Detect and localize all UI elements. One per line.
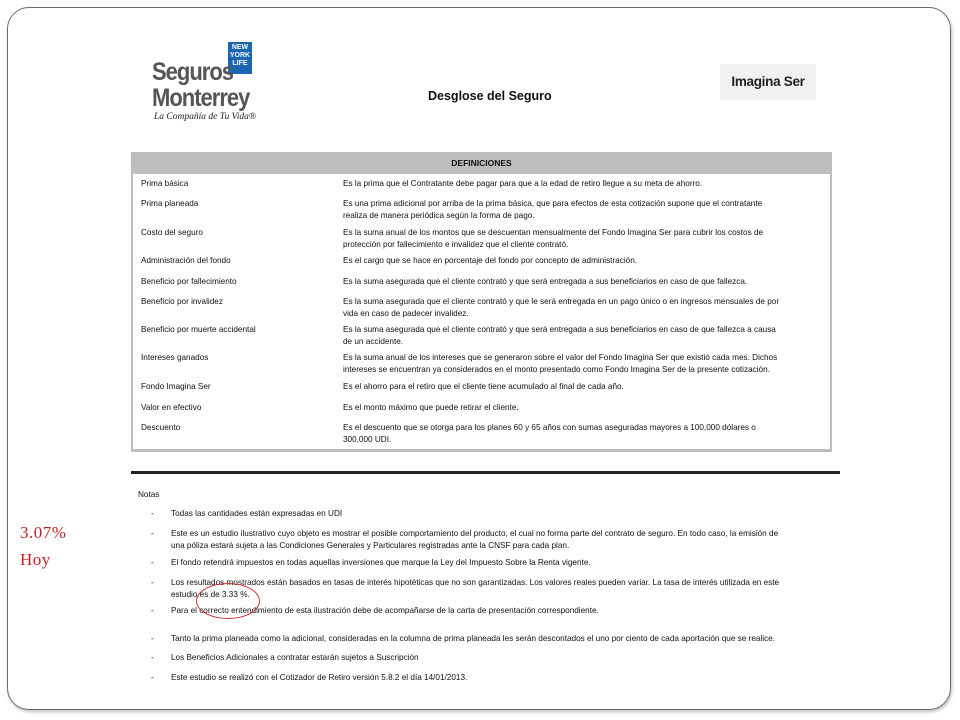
definition-term: Administración del fondo <box>141 256 231 265</box>
section-divider <box>131 471 840 474</box>
badge-line: YORK <box>229 52 251 59</box>
definition-description: Es la suma anual de los montos que se descuentan mensualmente del Fondo Imagina Ser para cubrir los costos de protección por fallecimiento e invalidez que el cliente contrató. <box>343 228 764 249</box>
note-text: Los Beneficios Adicionales a contratar estarán sujetos a Suscripción <box>171 653 419 662</box>
note-bullet: - <box>151 634 154 643</box>
definition-description: Es la suma asegurada que el cliente contrató y que será entregada a sus beneficiarios en caso de que fallezca a causa de un accidente. <box>343 325 776 346</box>
definition-description: Es el cargo que se hace en porcentaje del fondo por concepto de administración. <box>343 256 638 265</box>
note-text: Tanto la prima planeada como la adicional, consideradas en la columna de prima planeada les serán descontados el uno por ciento de cada aportación que se realice. <box>171 634 775 643</box>
definition-description: Es una prima adicional por arriba de la prima básica, que para efectos de esta cotización supone que el contratante realiza de manera periódica según la forma de pago. <box>343 199 763 220</box>
definition-term: Descuento <box>141 423 181 432</box>
note-bullet: - <box>151 529 154 538</box>
definition-description: Es la suma asegurada que el cliente contrató y que será entregada a sus beneficiarios en caso de que fallezca. <box>343 277 748 286</box>
annotation-rate: 3.07% <box>20 523 67 542</box>
definition-description: Es la suma anual de los intereses que se generaron sobre el valor del Fondo Imagina Ser que existió cada mes. Dichos intereses se encuentran ya considerados en el monto presentado como Fondo Imagina Ser de la presente cotización. <box>343 353 778 374</box>
logo-tagline: La Compañía de Tu Vida® <box>154 112 257 122</box>
note-bullet: - <box>151 653 154 662</box>
badge-line: LIFE <box>232 60 248 67</box>
definition-term: Costo del seguro <box>141 228 203 237</box>
definition-term: Beneficio por invalidez <box>141 297 223 306</box>
imagina-ser-logo: Imagina Ser <box>720 64 816 100</box>
logo-line2: Monterrey <box>152 82 250 112</box>
seguros-monterrey-logo <box>140 38 268 138</box>
definitions-table <box>131 152 832 452</box>
note-bullet: - <box>151 558 154 567</box>
note-text: Todas las cantidades están expresadas en UDI <box>171 509 343 518</box>
definitions-header: DEFINICIONES <box>131 152 832 174</box>
definition-description: Es la prima que el Contratante debe pagar para que a la edad de retiro llegue a su meta de ahorro. <box>343 179 703 188</box>
handwritten-annotation <box>20 519 66 573</box>
logo-line1: Seguros <box>152 56 234 86</box>
definition-term: Intereses ganados <box>141 353 209 362</box>
note-text: Este estudio se realizó con el Cotizador de Retiro versión 5.8.2 el día 14/01/2013. <box>171 673 468 682</box>
note-bullet: - <box>151 578 154 587</box>
definition-term: Valor en efectivo <box>141 403 202 412</box>
document-title: Desglose del Seguro <box>428 89 552 103</box>
definition-term: Beneficio por fallecimiento <box>141 277 237 286</box>
note-text: El fondo retendrá impuestos en todas aquellas inversiones que marque la Ley del Impuesto Sobre la Renta vigente. <box>171 558 591 567</box>
notes-title: Notas <box>138 490 160 499</box>
badge-line: NEW <box>231 44 249 51</box>
definition-description: Es el ahorro para el retiro que el cliente tiene acumulado al final de cada año. <box>343 382 624 391</box>
note-text: Para el correcto entendimiento de esta ilustración debe de acompañarse de la carta de presentación correspondiente. <box>171 606 599 615</box>
definition-description: Es la suma asegurada que el cliente contrató y que le será entregada en un pago único o en ingresos mensuales de por vida en caso de padecer invalidez. <box>343 297 780 318</box>
definition-term: Fondo Imagina Ser <box>141 382 211 391</box>
note-text: Los resultados mostrados están basados en tasas de interés hipotéticas que no son garantizadas. Los valores reales pueden variar. La tasa de interés utilizada en este estudio es de 3.33 %. <box>171 578 780 599</box>
highlight-circle <box>196 583 260 619</box>
note-bullet: - <box>151 606 154 615</box>
definition-description: Es el descuento que se otorga para los planes 60 y 65 años con sumas aseguradas mayores a 100,000 dólares o 300,000 UDI. <box>343 423 756 444</box>
definition-term: Prima planeada <box>141 199 199 208</box>
note-bullet: - <box>151 673 154 682</box>
note-text: Este es un estudio ilustrativo cuyo objeto es mostrar el posible comportamiento del producto, el cual no forma parte del contrato de seguro. En todo caso, la emisión de una póliza estará sujeta a las Condiciones Generales y Particulares registradas ante la CNSF para cada plan. <box>171 529 779 550</box>
note-bullet: - <box>151 509 154 518</box>
definition-term: Beneficio por muerte accidental <box>141 325 256 334</box>
definition-description: Es el monto máximo que puede retirar el cliente. <box>343 403 519 412</box>
definition-term: Prima básica <box>141 179 189 188</box>
annotation-today: Hoy <box>20 550 51 569</box>
